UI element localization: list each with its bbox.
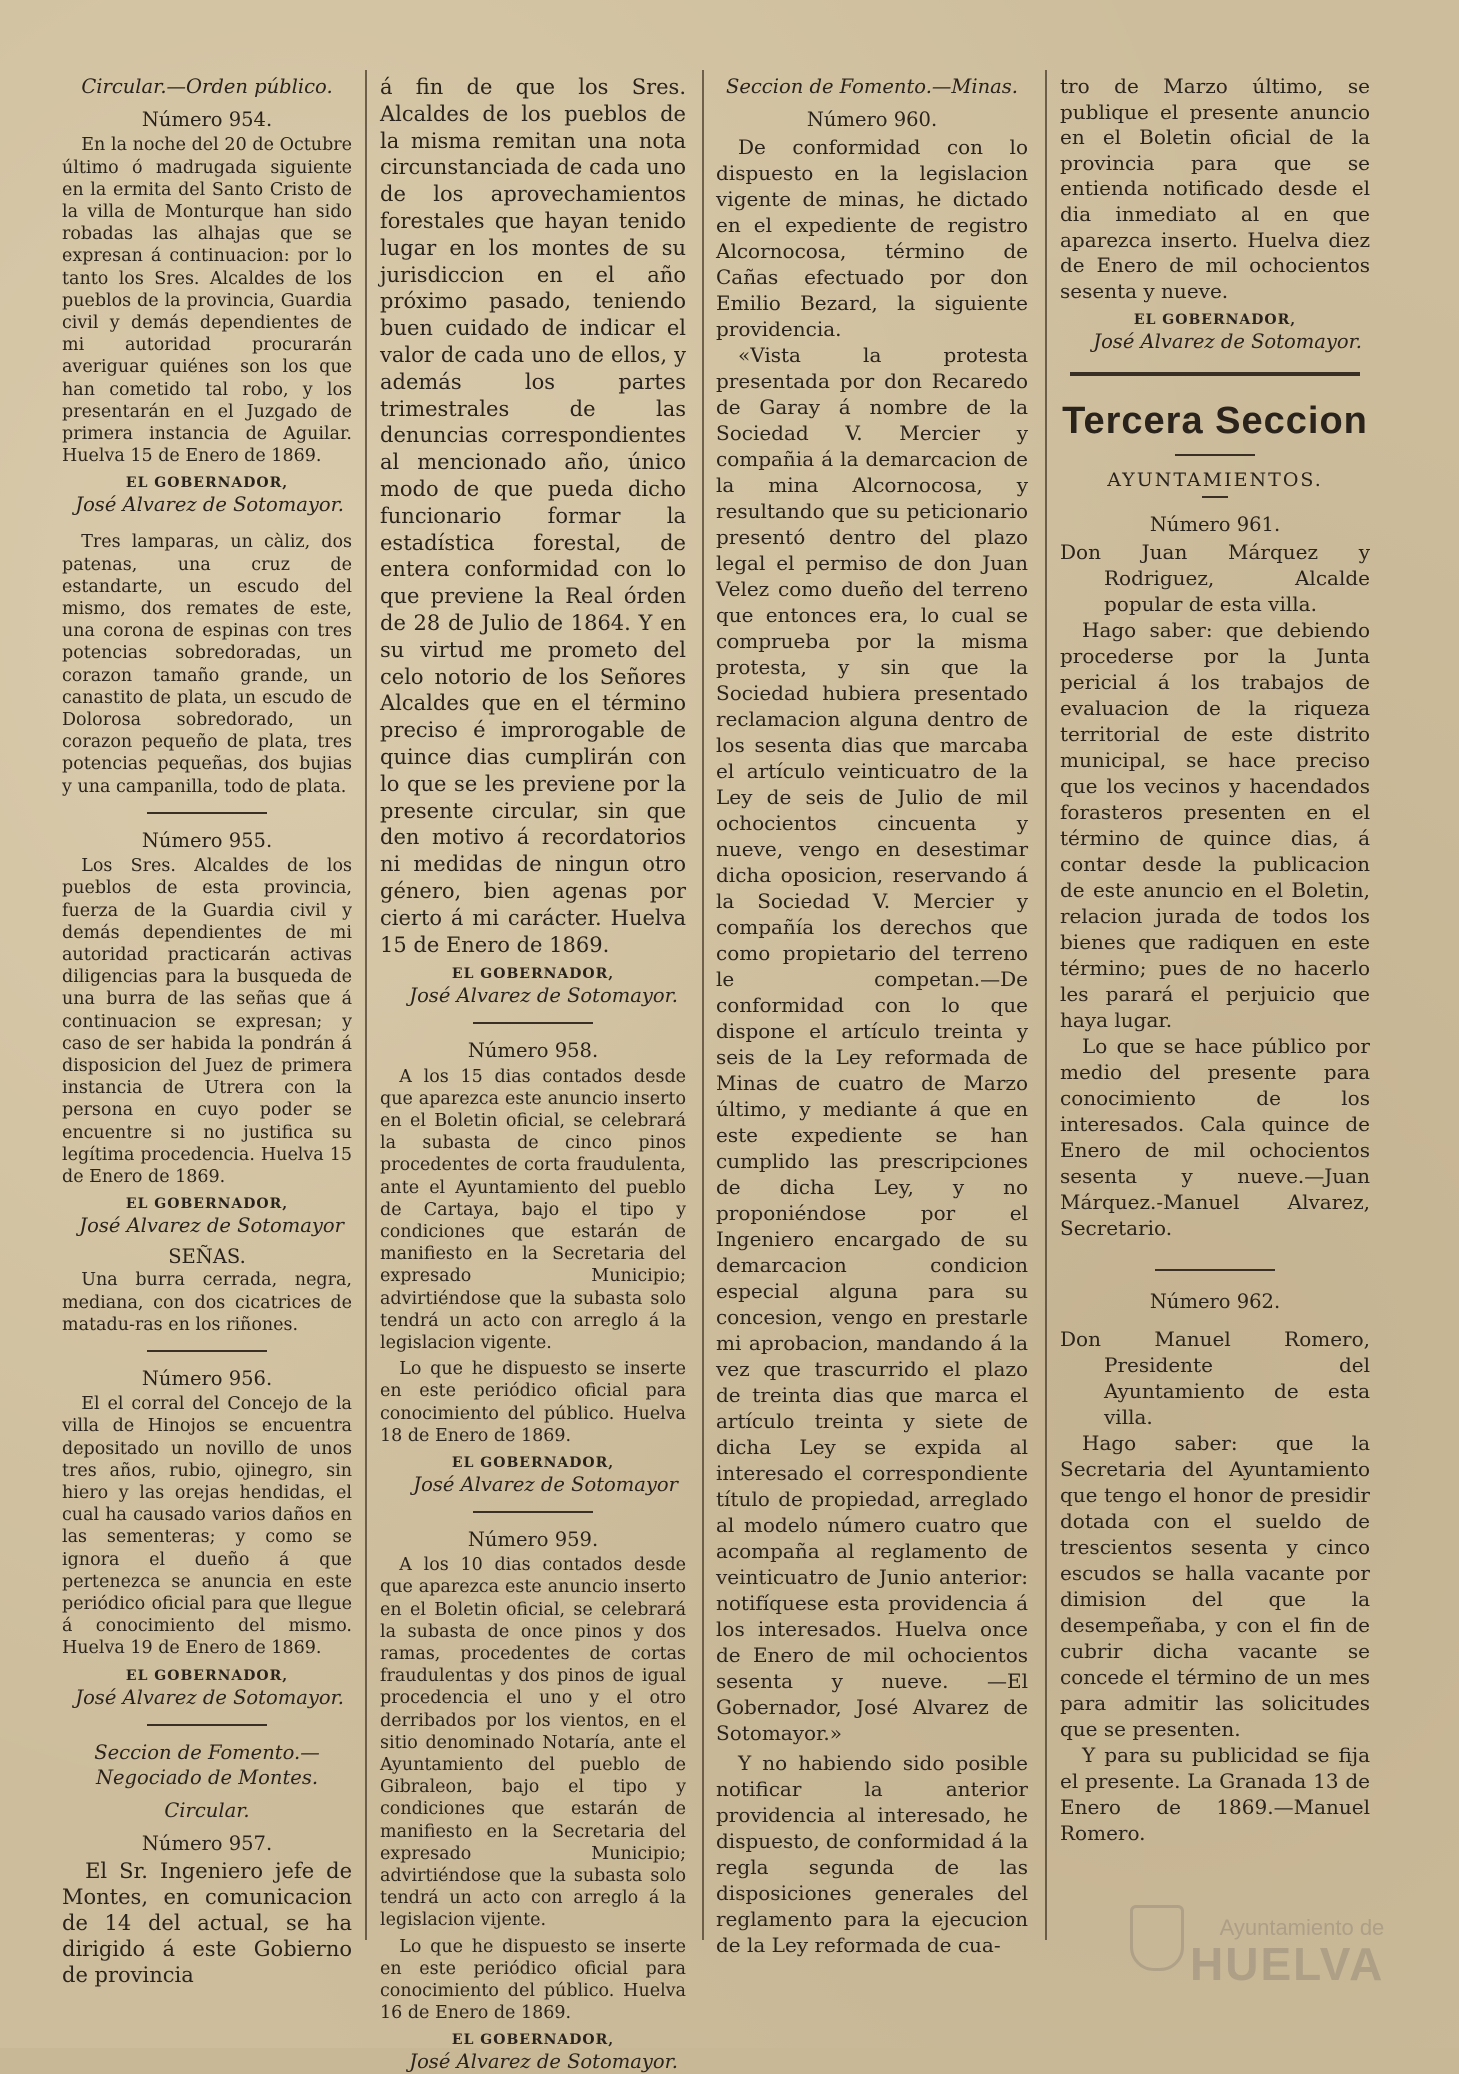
governor-signature: José Alvarez de Sotomayor <box>79 1214 344 1238</box>
governor-label: EL GOBERNADOR, <box>125 475 289 492</box>
column-4 <box>1060 74 1370 1846</box>
governor-signature: José Alvarez de Sotomayor <box>413 1472 678 1496</box>
notice-number: Número 955. <box>141 828 273 852</box>
notice-text: Lo que he dispuesto se inserte en este periódico oficial para conocimiento del público. Huelva 16 de Enero de 1869. <box>380 1936 686 2024</box>
notice-number: Número 960. <box>806 108 938 132</box>
column-rule <box>702 70 704 1940</box>
governor-signature: José Alvarez de Sotomayor. <box>409 984 678 1008</box>
governor-label: EL GOBERNADOR, <box>125 1196 289 1213</box>
notice-text: A los 10 dias contados desde que aparezca este anuncio inserto en el Boletin oficial, se celebrará la subasta de once pinos y dos ramas, procedentes de cortas fraudulentas y dos pinos de igual procedencia el uno y el otro derribados por los vientos, en el sitio denominado Notaría, ante el Ayuntamiento del pueblo de Gibraleon, bajo el tipo y condiciones que estarán de manifiesto en la Secretaria del expresado Municipio; advirtiéndose que la subasta solo tendrá un acto con arreglo á la legislacion vijente. <box>380 1555 686 1931</box>
notice-text: Los Sres. Alcaldes de los pueblos de esta provincia, fuerza de la Guardia civil y demás dependientes de mi autoridad practicarán activas diligencias para la busqueda de una burra de las señas que á continuacion se expresan; y caso de ser habida la pondrán á disposicion del Juez de primera instancia de Utrera con la persona en cuyo poder se encuentre si no justifica su legítima procedencia. Huelva 15 de Enero de 1869. <box>62 856 352 1187</box>
notice-text: Lo que se hace público por medio del presente para conocimiento de los interesados. Cala quince de Enero de mil ochocientos sesenta y nueve.—Juan Márquez.-Manuel Alvarez, Secretario. <box>1060 1033 1370 1240</box>
governor-label: EL GOBERNADOR, <box>451 1454 615 1471</box>
notice-number: Número 956. <box>141 1366 273 1390</box>
notice-text: De conformidad con lo dispuesto en la legislacion vigente de minas, he dictado en el expediente de registro Alcornocosa, término de Cañas efectuado por don Emilio Bezard, la siguiente providencia. <box>716 135 1028 342</box>
notice-text-continued: á fin de que los Sres. Alcaldes de los pueblos de la misma remitan una nota circunstanciada de cada uno de los aprovechamientos forestales que hayan tenido lugar en los montes de su jurisdiccion en el año próximo pasado, teniendo buen cuidado de indicar el valor de cada uno de ellos, y además los partes trimestrales de las denuncias correspondientes al mencionado año, único modo de que pueda dicho funcionario formar la estadística forestal, de entera conformidad con lo que previene la Real órden de 28 de Julio de 1864. Y en su virtud me prometo del celo notorio de los Señores Alcaldes que en el término preciso é improrogable de quince dias cumplirán con lo que se les previene por la presente circular, sin que den motivo á recordatorios ni medidas de ningun otro género, bien agenas por cierto á mi carácter. Huelva 15 de Enero de 1869. <box>380 75 686 957</box>
senas-text: Una burra cerrada, negra, mediana, con dos cicatrices de matadu-ras en los riñones. <box>62 1270 352 1335</box>
divider <box>147 1350 267 1352</box>
column-1 <box>62 74 352 1988</box>
watermark-seal-icon <box>1130 1905 1184 1971</box>
notice-text: Hago saber: que debiendo procederse por la Junta pericial á los trabajos de evaluacion de la riqueza territorial de este distrito municipal, se hace preciso que los vecinos y hacendados forasteros presenten en el término de quince dias, á contar desde la publicacion de este anuncio en el Boletin, relacion jurada de todos los bienes que radiquen en este término; pues de no hacerlo les parará el perjuicio que haya lugar. <box>1060 617 1370 1032</box>
divider <box>147 812 267 814</box>
column-rule <box>1045 70 1047 1940</box>
subsection-title: AYUNTAMIENTOS. <box>1107 469 1323 492</box>
divider <box>473 1022 593 1024</box>
column-2 <box>380 74 686 2074</box>
notice-text: Y no habiendo sido posible notificar la anterior providencia al interesado, he dispuesto, de conformidad á la regla segunda de las disposiciones generales del reglamento para la ejecucion de la Ley reformada de cua- <box>716 1751 1029 1958</box>
notice-text: El Sr. Ingeniero jefe de Montes, en comunicacion de 14 del actual, se ha dirigido á este Gobierno de provincia <box>62 1859 352 1988</box>
notice-text: A los 15 dias contados desde que aparezca este anuncio inserto en el Boletin oficial, se celebrará la subasta de cinco pinos procedentes de corta fraudulenta, ante el Ayuntamiento del pueblo de Cartaya, bajo el tipo y condiciones que estarán de manifiesto en la Secretaria del expresado Municipio; advirtiéndose que la subasta solo tendrá un acto con arreglo á la legislacion vigente. <box>380 1066 686 1353</box>
notice-author: Don Juan Márquez y Rodriguez, Alcalde popular de esta villa. <box>1060 539 1370 616</box>
section-heading: Seccion de Fomento.—Minas. <box>725 75 1018 98</box>
section-heading: Seccion de Fomento.—Negociado de Montes. <box>94 1740 320 1789</box>
watermark-line2: HUELVA <box>1190 1938 1385 1990</box>
senas-heading: SEÑAS. <box>168 1245 246 1269</box>
notice-number: Número 957. <box>141 1832 273 1856</box>
notice-text: Hago saber: que la Secretaria del Ayuntamiento que tengo el honor de presidir dotada con el sueldo de trescientos sesenta y cinco escudos se halla vacante por dimision del que la desempeñaba, y con el fin de cubrir dicha vacante se concede el término de un mes para admitir las solicitudes que se presenten. <box>1060 1430 1370 1741</box>
governor-signature: José Alvarez de Sotomayor. <box>409 2050 678 2074</box>
section-heading: Circular.—Orden público. <box>81 75 333 98</box>
notice-number: Número 961. <box>1149 512 1281 536</box>
divider <box>1175 454 1255 456</box>
watermark-line1: Ayuntamiento de <box>1219 1915 1385 1940</box>
notice-number: Número 958. <box>467 1039 599 1063</box>
governor-label: EL GOBERNADOR, <box>125 1667 289 1684</box>
notice-text: Lo que he dispuesto se inserte en este periódico oficial para conocimiento del público. Huelva 18 de Enero de 1869. <box>380 1359 686 1446</box>
divider <box>1155 1269 1275 1271</box>
divider <box>1202 496 1228 498</box>
section-title: Tercera Seccion <box>1062 400 1368 443</box>
governor-signature: José Alvarez de Sotomayor. <box>1093 330 1362 354</box>
notice-text-continued: tro de Marzo último, se publique el presente anuncio en el Boletin oficial de la provincia para que se entienda notificado desde el dia inmediato al en que aparezca inserto. Huelva diez de Enero de mil ochocientos sesenta y nueve. <box>1060 74 1370 303</box>
section-divider <box>1070 372 1360 376</box>
governor-label: EL GOBERNADOR, <box>451 966 615 983</box>
divider <box>147 1724 267 1726</box>
notice-number: Número 959. <box>467 1527 599 1551</box>
notice-author: Don Manuel Romero, Presidente del Ayuntamiento de esta villa. <box>1060 1326 1370 1429</box>
stolen-items-list: Tres lamparas, un càliz, dos patenas, una cruz de estandarte, un escudo del mismo, dos remates de este, una corona de espinas con tres potencias sobredoradas, un corazon tamaño grande, un canastito de plata, un escudo de Dolorosa sobredorado, un corazon pequeño de plata, tres potencias pequeñas, dos bujias y una campanilla, todo de plata. <box>62 532 352 797</box>
providencia-text: «Vista la protesta presentada por don Recaredo de Garay á nombre de la Sociedad V. Mercier y compañia á la demarcacion de la mina Alcornocosa, y resultando que su peticionario presentó dentro del plazo legal el permiso de don Juan Velez como dueño del terreno que entonces era, lo cual se comprueba por la misma protesta, y sin que la Sociedad hubiera presentado reclamacion alguna dentro de los sesenta dias que marcaba el artículo veinticuatro de la Ley de seis de Julio de mil ochocientos cincuenta y nueve, vengo en desestimar dicha oposicion, reservando á la Sociedad V. Mercier y compañía los derechos que como propietario del terreno le competan.—De conformidad con lo que dispone el artículo treinta y seis de la Ley reformada de Minas de cuatro de Marzo último, y mediante á que en este expediente se han cumplido las prescripciones de dicha Ley, y no proponiéndose por el Ingeniero encargado de su demarcacion condicion especial alguna para su concesion, vengo en prestarle mi aprobacion, mandando á la vez que trascurrido el plazo de treinta dias que marca el artículo treinta y siete de dicha Ley se expida al interesado el correspondiente título de propiedad, arreglado al modelo número cuatro que acompaña al reglamento de veinticuatro de Junio anterior: notifíquese esta providencia á los interesados. Huelva once de Enero de mil ochocientos sesenta y nueve. —El Gobernador, José Alvarez de Sotomayor.» <box>716 343 1028 1746</box>
notice-text: En la noche del 20 de Octubre último ó madrugada siguiente en la ermita del Santo Cristo de la villa de Monturque han sido robadas las alhajas que se expresan á continuacion: por lo tanto los Sres. Alcaldes de los pueblos de la provincia, Guardia civil y demás dependientes de mi autoridad procurarán averiguar quiénes son los que han cometido tal robo, y los presentarán en el Juzgado de primera instancia de Aguilar. Huelva 15 de Enero de 1869. <box>62 135 352 467</box>
governor-signature: José Alvarez de Sotomayor. <box>75 1685 344 1709</box>
column-3 <box>716 74 1028 1958</box>
notice-text: El el corral del Concejo de la villa de Hinojos se encuentra depositado un novillo de unos tres años, rubio, ojinegro, sin hiero y las orejas hendidas, el cual ha causado varios daños en las sementeras; y como se ignora el dueño á que pertenezca se anuncia en este periódico oficial para que llegue á conocimiento del mismo. Huelva 19 de Enero de 1869. <box>62 1394 352 1659</box>
notice-number: Número 962. <box>1149 1289 1281 1313</box>
notice-text: Y para su publicidad se fija el presente. La Granada 13 de Enero de 1869.—Manuel Romero. <box>1060 1742 1370 1845</box>
archive-watermark <box>1190 1915 1385 1990</box>
governor-label: EL GOBERNADOR, <box>451 2032 615 2049</box>
circular-heading: Circular. <box>164 1799 250 1822</box>
column-rule <box>365 70 367 1940</box>
notice-number: Número 954. <box>141 108 273 132</box>
divider <box>473 1511 593 1513</box>
governor-label: EL GOBERNADOR, <box>1133 312 1297 329</box>
governor-signature: José Alvarez de Sotomayor. <box>75 493 344 517</box>
